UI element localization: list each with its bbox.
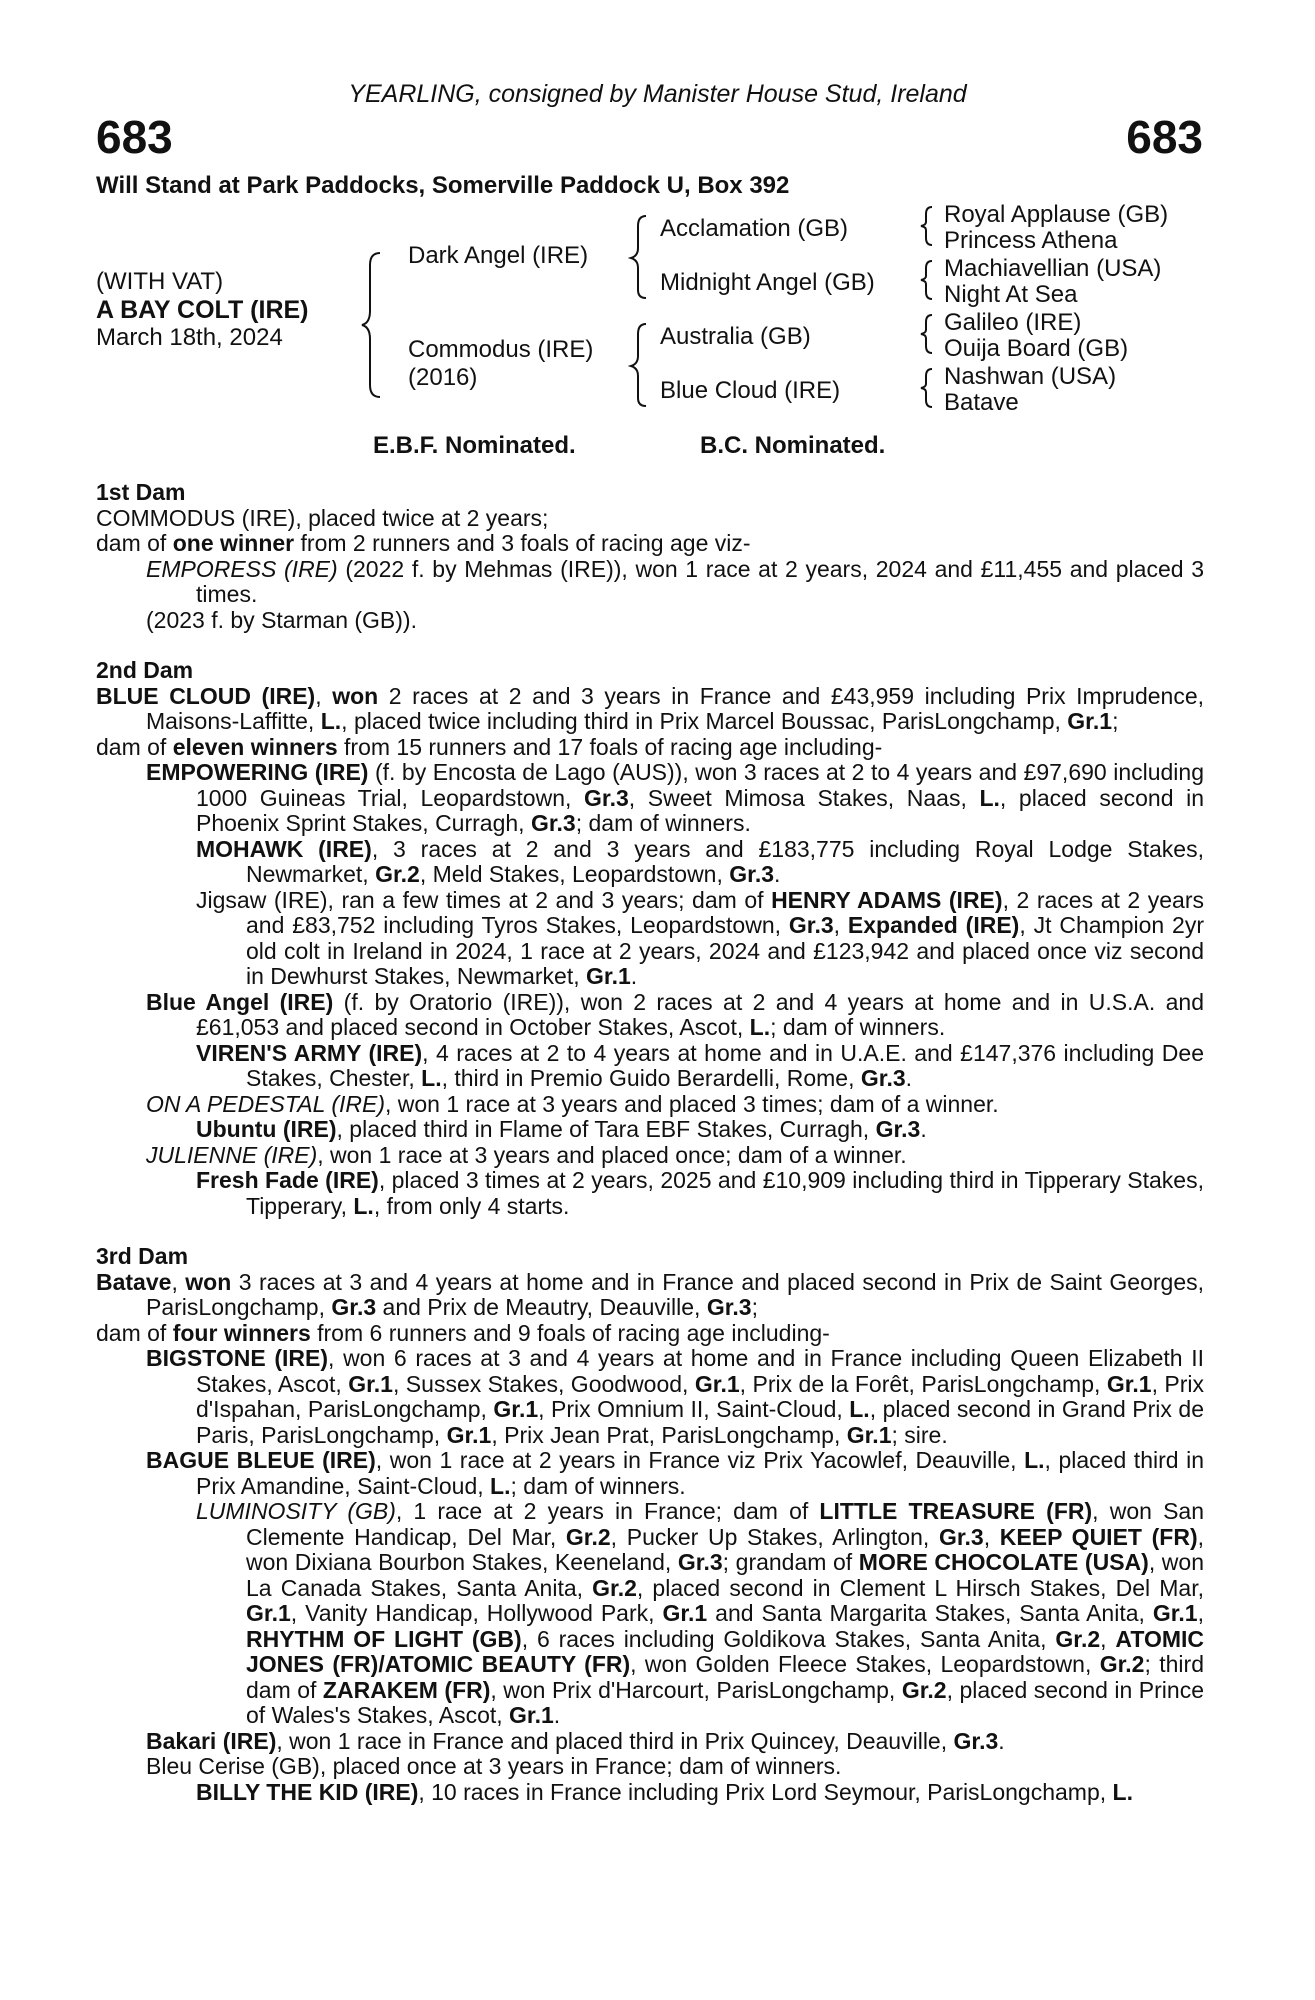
ds-dam: Ouija Board (GB): [944, 335, 1129, 362]
bc-nomination: B.C. Nominated.: [700, 432, 886, 459]
third-dam-heading: 3rd Dam: [96, 1243, 189, 1269]
produce-entry: Jigsaw (IRE), ran a few times at 2 and 3 years; dam of HENRY ADAMS (IRE), 2 races at 2 years and £83,752 including Tyros Stakes, Leopardstown, Gr.3, Expanded (IRE), Jt Champion 2yr old colt in Ireland in 2024, 1 race at 2 years, 2024 and £123,942 and placed once viz second in Dewhurst Stakes, Newmarket, Gr.1.: [196, 886, 1204, 989]
produce-entry: MOHAWK (IRE), 3 races at 2 and 3 years and £183,775 including Royal Lodge Stakes, Newmarket, Gr.2, Meld Stakes, Leopardstown, Gr.3.: [196, 835, 1204, 887]
ebf-nomination: E.B.F. Nominated.: [373, 432, 576, 459]
sd-sire: Machiavellian (USA): [944, 255, 1162, 282]
pedigree-brace-main: [360, 245, 400, 405]
catalogue-body: [96, 480, 1204, 1805]
second-dam-heading: 2nd Dam: [96, 657, 194, 683]
sire-sire: Acclamation (GB): [660, 215, 849, 242]
third-dam-entry: Batave, won 3 races at 3 and 4 years at home and in France and placed second in Prix de Saint Georges, ParisLongchamp, Gr.3 and Prix de Meautry, Deauville, Gr.3;: [96, 1268, 1205, 1320]
produce-entry: Blue Angel (IRE) (f. by Oratorio (IRE)), won 2 races at 2 and 4 years at home and in U.S.A. and £61,053 and placed second in October Stakes, Ascot, L.; dam of winners.: [146, 988, 1204, 1040]
lot-number-left: 683: [96, 111, 173, 163]
ds-sire: Galileo (IRE): [944, 309, 1082, 336]
dd-sire: Nashwan (USA): [944, 363, 1117, 390]
produce-entry: BILLY THE KID (IRE), 10 races in France including Prix Lord Seymour, ParisLongchamp, L.: [196, 1778, 1133, 1805]
dam-year: (2016): [408, 364, 478, 391]
first-dam-heading: 1st Dam: [96, 479, 186, 505]
pedigree-brace-sire: [628, 212, 658, 302]
sire: Dark Angel (IRE): [408, 242, 589, 269]
produce-entry: VIREN'S ARMY (IRE), 4 races at 2 to 4 years at home and in U.A.E. and £147,376 including Dee Stakes, Chester, L., third in Premio Guido Berardelli, Rome, Gr.3.: [196, 1039, 1204, 1091]
produce-entry: EMPOWERING (IRE) (f. by Encosta de Lago (AUS)), won 3 races at 2 to 4 years and £97,690 including 1000 Guineas Trial, Leopardstown, Gr.3, Sweet Mimosa Stakes, Naas, L., placed second in Phoenix Sprint Stakes, Curragh, Gr.3; dam of winners.: [146, 759, 1204, 836]
sd-dam: Night At Sea: [944, 281, 1078, 308]
pedigree-brace-sd: [918, 258, 938, 302]
produce-entry: BIGSTONE (IRE), won 6 races at 3 and 4 years at home and in France including Queen Elizabeth II Stakes, Ascot, Gr.1, Sussex Stakes, Goodwood, Gr.1, Prix de la Forêt, ParisLongchamp, Gr.1, Prix d'Ispahan, ParisLongchamp, Gr.1, Prix Omnium II, Saint-Cloud, L., placed second in Grand Prix de Paris, ParisLongchamp, Gr.1, Prix Jean Prat, ParisLongchamp, Gr.1; sire.: [146, 1345, 1205, 1448]
first-dam-entry: COMMODUS (IRE), placed twice at 2 years;: [96, 504, 549, 531]
pedigree-brace-ds: [918, 312, 938, 356]
third-dam-produce: dam of four winners from 6 runners and 9 foals of racing age including-: [96, 1319, 830, 1346]
dam-sire: Australia (GB): [660, 323, 811, 350]
dd-dam: Batave: [944, 389, 1019, 416]
produce-entry: EMPORESS (IRE) (2022 f. by Mehmas (IRE)), won 1 race at 2 years, 2024 and £11,455 and placed 3 times.: [146, 555, 1204, 607]
consignment-line: YEARLING, consigned by Manister House Stud, Ireland: [348, 80, 967, 108]
pedigree-brace-ss: [918, 204, 938, 248]
ss-dam: Princess Athena: [944, 227, 1118, 254]
vat-note: (WITH VAT): [96, 268, 224, 295]
produce-entry: Bleu Cerise (GB), placed once at 3 years in France; dam of winners.: [146, 1753, 842, 1779]
dam: Commodus (IRE): [408, 336, 594, 363]
dam-dam: Blue Cloud (IRE): [660, 377, 841, 404]
produce-entry: Bakari (IRE), won 1 race in France and placed third in Prix Quincey, Deauville, Gr.3.: [146, 1727, 1005, 1754]
produce-entry: (2023 f. by Starman (GB)).: [146, 606, 417, 633]
pedigree-brace-dd: [918, 366, 938, 410]
produce-entry: Ubuntu (IRE), placed third in Flame of Tara EBF Stakes, Curragh, Gr.3.: [196, 1116, 927, 1142]
ss-sire: Royal Applause (GB): [944, 201, 1169, 228]
lot-number-right: 683: [1126, 111, 1203, 163]
produce-entry: JULIENNE (IRE), won 1 race at 3 years and placed once; dam of a winner.: [146, 1141, 907, 1168]
produce-entry: BAGUE BLEUE (IRE), won 1 race at 2 years in France viz Prix Yacowlef, Deauville, L., placed third in Prix Amandine, Saint-Cloud, L.; dam of winners.: [146, 1447, 1204, 1499]
horse-name: A BAY COLT (IRE): [96, 296, 309, 324]
produce-entry: LUMINOSITY (GB), 1 race at 2 years in France; dam of LITTLE TREASURE (FR), won San Clemente Handicap, Del Mar, Gr.2, Pucker Up Stakes, Arlington, Gr.3, KEEP QUIET (FR), won Dixiana Bourbon Stakes, Keeneland, Gr.3; grandam of MORE CHOCOLATE (USA), won La Canada Stakes, Santa Anita, Gr.2, placed second in Clement L Hirsch Stakes, Del Mar, Gr.1, Vanity Handicap, Hollywood Park, Gr.1 and Santa Margarita Stakes, Santa Anita, Gr.1, RHYTHM OF LIGHT (GB), 6 races including Goldikova Stakes, Santa Anita, Gr.2, ATOMIC JONES (FR)/ATOMIC BEAUTY (FR), won Golden Fleece Stakes, Leopardstown, Gr.2; third dam of ZARAKEM (FR), won Prix d'Harcourt, ParisLongchamp, Gr.2, placed second in Prince of Wales's Stakes, Ascot, Gr.1.: [196, 1498, 1205, 1728]
second-dam-produce: dam of eleven winners from 15 runners and 17 foals of racing age including-: [96, 733, 883, 760]
sire-dam: Midnight Angel (GB): [660, 269, 875, 296]
second-dam-entry: BLUE CLOUD (IRE), won 2 races at 2 and 3 years in France and £43,959 including Prix Imprudence, Maisons-Laffitte, L., placed twice including third in Prix Marcel Boussac, ParisLongchamp, Gr.1;: [96, 682, 1204, 734]
foaling-date: March 18th, 2024: [96, 324, 283, 351]
stand-location: Will Stand at Park Paddocks, Somerville Paddock U, Box 392: [96, 172, 790, 199]
pedigree-brace-dam: [628, 320, 658, 410]
first-dam-produce: dam of one winner from 2 runners and 3 foals of racing age viz-: [96, 530, 751, 556]
produce-entry: ON A PEDESTAL (IRE), won 1 race at 3 years and placed 3 times; dam of a winner.: [146, 1090, 999, 1117]
produce-entry: Fresh Fade (IRE), placed 3 times at 2 years, 2025 and £10,909 including third in Tipperary Stakes, Tipperary, L., from only 4 starts.: [196, 1167, 1204, 1219]
